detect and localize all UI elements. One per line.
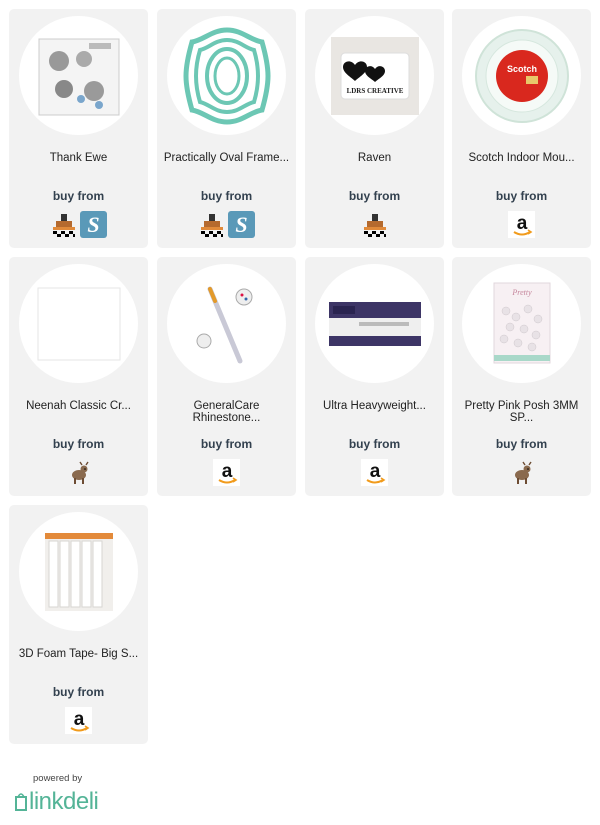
amazon-icon[interactable] bbox=[508, 211, 535, 238]
buy-from-label: buy from bbox=[52, 685, 105, 699]
product-title[interactable]: Pretty Pink Posh 3MM SP... bbox=[464, 400, 579, 424]
svg-text:a: a bbox=[73, 708, 84, 730]
product-card[interactable] bbox=[305, 9, 444, 248]
product-image[interactable] bbox=[19, 264, 138, 383]
stamp-set-image bbox=[29, 31, 129, 121]
deer-icon[interactable] bbox=[65, 459, 92, 486]
product-title[interactable]: Thank Ewe bbox=[49, 152, 108, 164]
product-title[interactable]: GeneralCare Rhinestone... bbox=[192, 400, 261, 424]
amazon-icon[interactable] bbox=[361, 459, 388, 486]
retailer-list bbox=[452, 459, 591, 487]
cardstock-image bbox=[34, 284, 124, 364]
buy-from-label: buy from bbox=[495, 189, 548, 203]
product-card[interactable] bbox=[452, 9, 591, 248]
buy-from-label: buy from bbox=[200, 189, 253, 203]
foam-tape-image bbox=[39, 529, 119, 615]
product-card[interactable] bbox=[157, 9, 296, 248]
retailer-list bbox=[9, 707, 148, 735]
product-image[interactable] bbox=[315, 264, 434, 383]
retailer-list bbox=[9, 211, 148, 239]
product-image[interactable] bbox=[462, 16, 581, 135]
buy-from-label: buy from bbox=[52, 189, 105, 203]
buy-from-label: buy from bbox=[495, 437, 548, 451]
powered-by-label: powered by bbox=[33, 773, 83, 784]
product-title[interactable]: Neenah Classic Cr... bbox=[26, 400, 131, 412]
product-title[interactable]: Practically Oval Frame... bbox=[163, 152, 290, 164]
rhinestone-picker-image bbox=[182, 279, 272, 369]
product-title[interactable]: Ultra Heavyweight... bbox=[323, 400, 426, 412]
product-image[interactable] bbox=[19, 16, 138, 135]
buy-from-label: buy from bbox=[348, 437, 401, 451]
retailer-list bbox=[452, 211, 591, 239]
svg-text:a: a bbox=[516, 212, 527, 234]
ink-pad-image bbox=[325, 31, 425, 121]
svg-text:a: a bbox=[221, 460, 232, 482]
raven-brand-text: LDRS CREATIVE bbox=[346, 86, 403, 95]
stamp-stampin-icon[interactable] bbox=[361, 211, 388, 238]
amazon-icon[interactable] bbox=[213, 459, 240, 486]
retailer-list bbox=[157, 211, 296, 239]
stamp-stampin-icon[interactable] bbox=[198, 211, 225, 238]
pretty-brand-text: Pretty bbox=[511, 287, 532, 297]
sss-icon[interactable]: S bbox=[80, 211, 107, 238]
product-image[interactable] bbox=[167, 264, 286, 383]
product-image[interactable] bbox=[315, 16, 434, 135]
product-title[interactable]: Scotch Indoor Mou... bbox=[468, 152, 575, 164]
scotch-brand-text: Scotch bbox=[506, 63, 537, 74]
product-card[interactable] bbox=[9, 9, 148, 248]
product-image[interactable] bbox=[167, 16, 286, 135]
product-card[interactable] bbox=[9, 257, 148, 496]
buy-from-label: buy from bbox=[52, 437, 105, 451]
buy-from-label: buy from bbox=[348, 189, 401, 203]
svg-text:a: a bbox=[369, 460, 380, 482]
retailer-list bbox=[305, 459, 444, 487]
retailer-list bbox=[305, 211, 444, 239]
stamp-stampin-icon[interactable] bbox=[50, 211, 77, 238]
cardstock-pack-image bbox=[325, 294, 425, 354]
product-card[interactable] bbox=[305, 257, 444, 496]
linkdeli-wordmark: linkdeli bbox=[29, 788, 99, 815]
deer-icon[interactable] bbox=[508, 459, 535, 486]
oval-frame-die-image bbox=[182, 26, 272, 126]
product-title[interactable]: 3D Foam Tape- Big S... bbox=[18, 648, 139, 660]
product-title[interactable]: Raven bbox=[357, 152, 392, 164]
buy-from-label: buy from bbox=[200, 437, 253, 451]
sequins-pack-image bbox=[482, 279, 562, 369]
product-image[interactable] bbox=[462, 264, 581, 383]
product-image[interactable] bbox=[19, 512, 138, 631]
shopping-bag-icon bbox=[14, 789, 28, 816]
retailer-list bbox=[9, 459, 148, 487]
product-card[interactable] bbox=[9, 505, 148, 744]
linkdeli-logo[interactable] bbox=[14, 788, 98, 816]
sss-icon[interactable]: S bbox=[228, 211, 255, 238]
mounting-tape-image bbox=[472, 26, 572, 126]
amazon-icon[interactable] bbox=[65, 707, 92, 734]
retailer-list bbox=[157, 459, 296, 487]
product-card[interactable] bbox=[157, 257, 296, 496]
product-card[interactable] bbox=[452, 257, 591, 496]
